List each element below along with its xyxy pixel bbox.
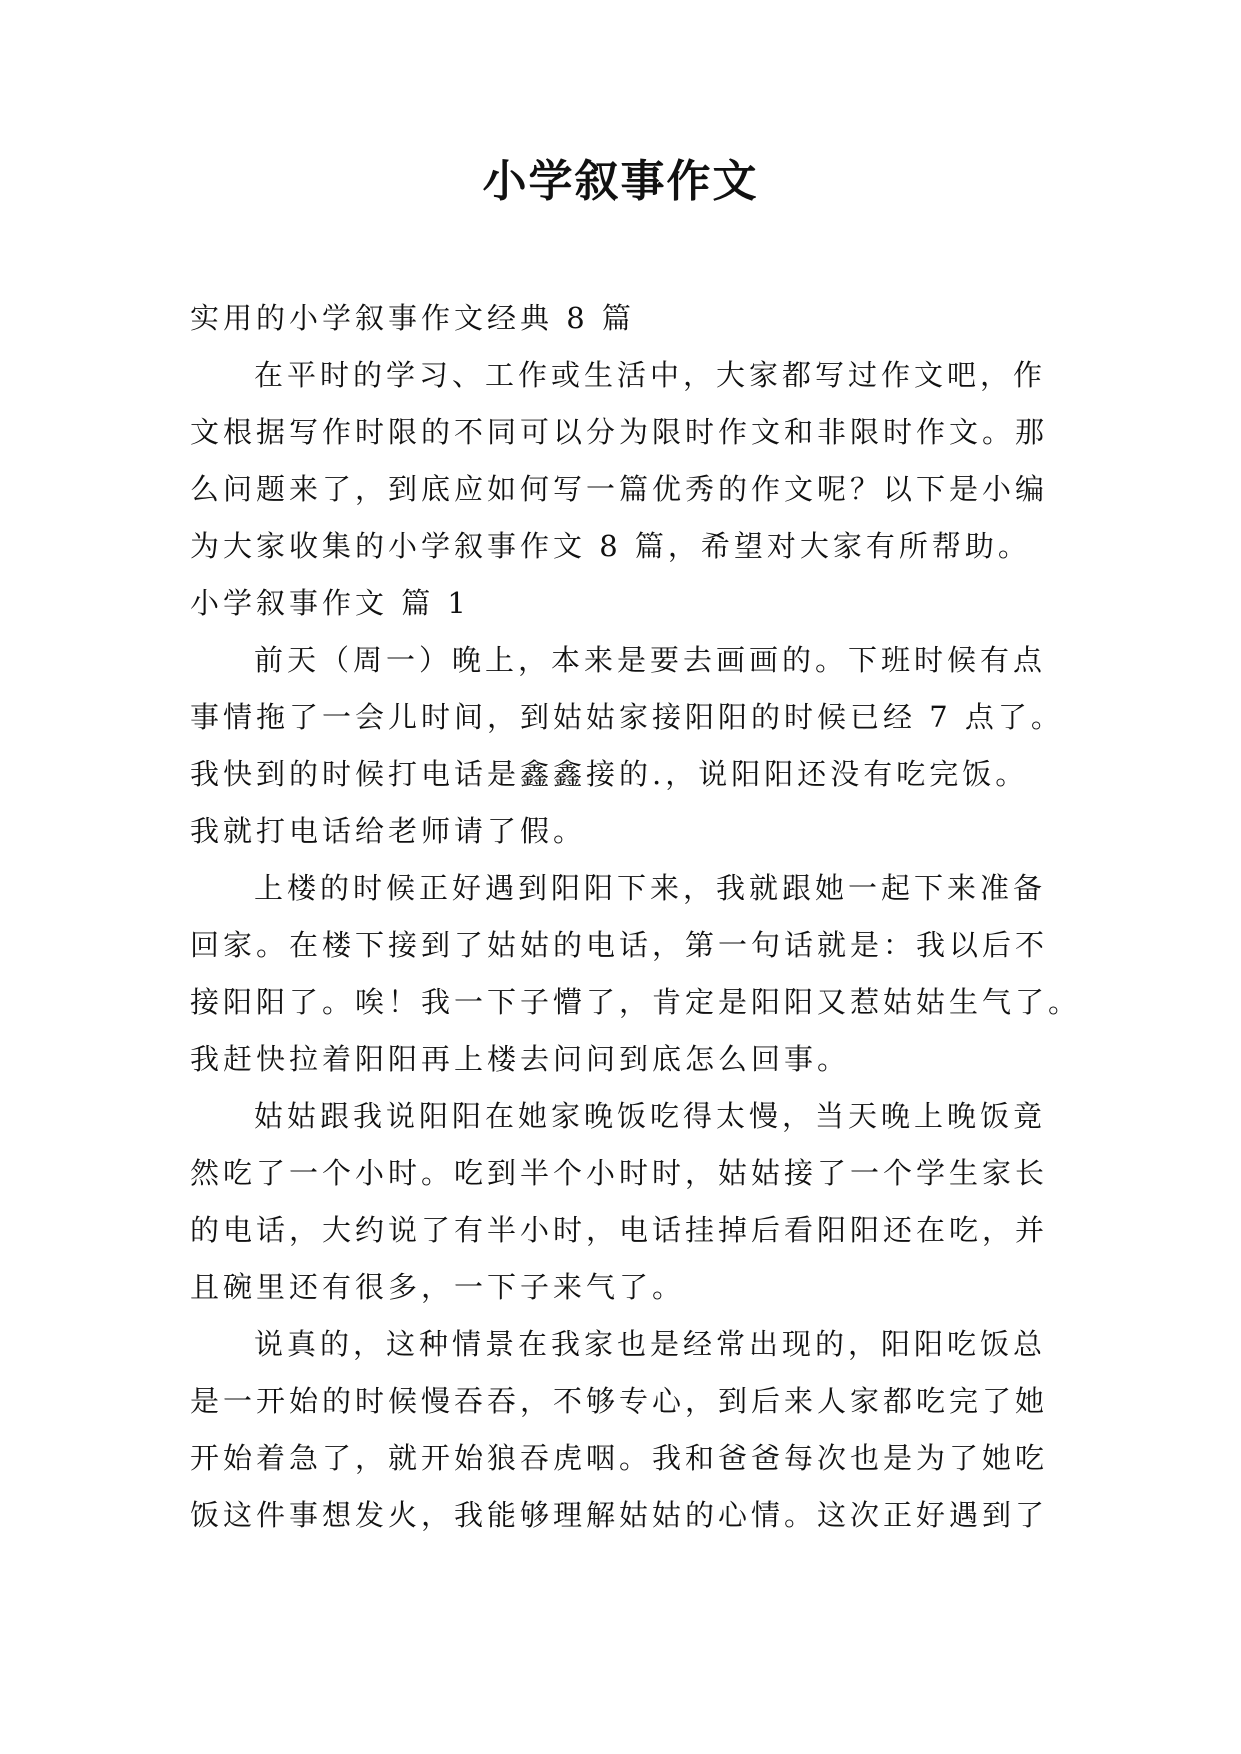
text-line: 我快到的时候打电话是鑫鑫接的.，说阳阳还没有吃完饭。	[190, 757, 1029, 791]
document-body	[190, 290, 1082, 1544]
text-line: 然吃了一个小时。吃到半个小时时，姑姑接了一个学生家长	[190, 1156, 1049, 1190]
text-line: 我赶快拉着阳阳再上楼去问问到底怎么回事。	[190, 1042, 851, 1076]
text-line: 为大家收集的小学叙事作文 8 篇，希望对大家有所帮助。	[190, 529, 1031, 563]
text-line: 在平时的学习、工作或生活中，大家都写过作文吧，作	[254, 358, 1047, 392]
text-line: 上楼的时候正好遇到阳阳下来，我就跟她一起下来准备	[254, 871, 1047, 905]
text-line: 的电话，大约说了有半小时，电话挂掉后看阳阳还在吃，并	[190, 1213, 1049, 1247]
text-line: 姑姑跟我说阳阳在她家晚饭吃得太慢，当天晚上晚饭竟	[254, 1099, 1047, 1133]
document-title: 小学叙事作文	[482, 156, 759, 207]
text-line: 回家。在楼下接到了姑姑的电话，第一句话就是：我以后不	[190, 928, 1049, 962]
text-line: 饭这件事想发火，我能够理解姑姑的心情。这次正好遇到了	[190, 1498, 1049, 1532]
text-line: 前天（周一）晚上，本来是要去画画的。下班时候有点	[254, 643, 1047, 677]
text-line: 事情拖了一会儿时间，到姑姑家接阳阳的时候已经 7 点了。	[190, 700, 1064, 734]
text-line: 说真的，这种情景在我家也是经常出现的，阳阳吃饭总	[254, 1327, 1047, 1361]
text-line: 文根据写作时限的不同可以分为限时作文和非限时作文。那	[190, 415, 1049, 449]
text-line: 接阳阳了。唉！我一下子懵了，肯定是阳阳又惹姑姑生气了。	[190, 985, 1082, 1019]
text-line: 实用的小学叙事作文经典 8 篇	[190, 301, 635, 335]
text-line: 是一开始的时候慢吞吞，不够专心，到后来人家都吃完了她	[190, 1384, 1049, 1418]
text-line: 么问题来了，到底应如何写一篇优秀的作文呢？以下是小编	[190, 472, 1049, 506]
text-line: 且碗里还有很多，一下子来气了。	[190, 1270, 686, 1304]
text-line: 开始着急了，就开始狼吞虎咽。我和爸爸每次也是为了她吃	[190, 1441, 1049, 1475]
text-line: 我就打电话给老师请了假。	[190, 814, 587, 848]
text-line: 小学叙事作文 篇 1	[190, 586, 470, 620]
